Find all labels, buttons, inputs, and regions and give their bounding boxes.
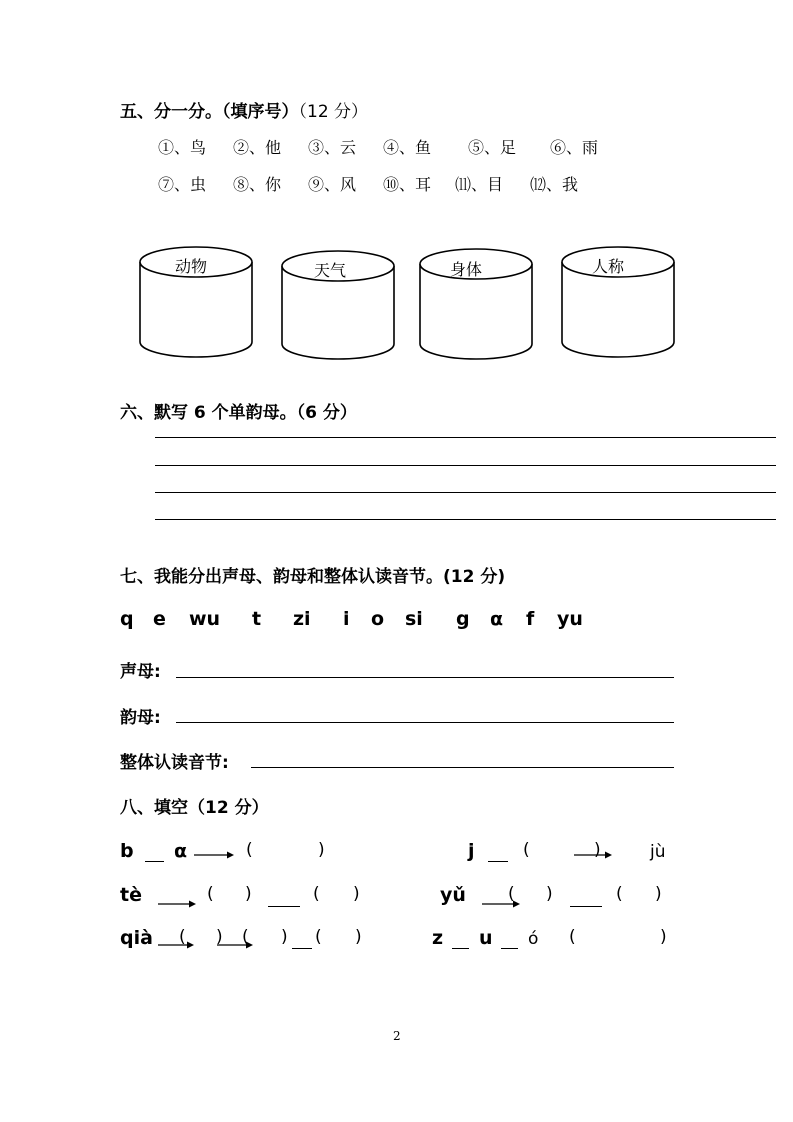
fill-paren-close: ) bbox=[281, 927, 288, 947]
fill-paren-close: ) bbox=[660, 927, 667, 947]
option-6: ⑥、雨 bbox=[550, 138, 599, 157]
fill-paren-open: ( bbox=[508, 884, 515, 904]
option-2: ②、他 bbox=[233, 138, 282, 157]
fill-u-label: u bbox=[479, 927, 493, 949]
arrow-icon bbox=[158, 940, 194, 950]
fill-b-label: b bbox=[120, 840, 134, 862]
answer-line-2[interactable] bbox=[155, 465, 776, 466]
answer-line-4[interactable] bbox=[155, 519, 776, 520]
arrow-icon bbox=[158, 899, 196, 909]
letter-f: f bbox=[526, 608, 535, 630]
fill-te-label: tè bbox=[120, 884, 142, 906]
option-1: ①、鸟 bbox=[158, 138, 207, 157]
fill-z-label: z bbox=[432, 927, 444, 949]
answer-line-1[interactable] bbox=[155, 437, 776, 438]
fill-te-blank[interactable] bbox=[268, 906, 300, 907]
bucket-label-animals: 动物 bbox=[175, 257, 208, 276]
bucket-label-weather: 天气 bbox=[314, 261, 347, 280]
option-3: ③、云 bbox=[308, 138, 357, 157]
fill-b-blank[interactable] bbox=[145, 861, 164, 862]
yunmu-label: 韵母: bbox=[120, 708, 161, 728]
section-5-score: （12 分） bbox=[298, 102, 369, 122]
letter-alpha: α bbox=[490, 608, 504, 630]
fill-qia-label: qià bbox=[120, 927, 153, 949]
fill-paren-close: ) bbox=[318, 840, 325, 860]
option-5: ⑤、足 bbox=[468, 138, 517, 157]
letter-yu: yu bbox=[557, 608, 583, 630]
zhengti-answer-line[interactable] bbox=[251, 767, 674, 768]
letter-e: e bbox=[153, 608, 166, 630]
fill-j-blank[interactable] bbox=[488, 861, 508, 862]
fill-paren-open: ( bbox=[569, 927, 576, 947]
shengmu-answer-line[interactable] bbox=[176, 677, 674, 678]
fill-yu-blank[interactable] bbox=[570, 906, 602, 907]
option-4: ④、鱼 bbox=[383, 138, 432, 157]
fill-alpha-label: α bbox=[174, 840, 188, 862]
bucket-label-pronouns: 人称 bbox=[592, 257, 625, 276]
option-12: ⑿、我 bbox=[530, 175, 579, 194]
page-number: 2 bbox=[393, 1029, 401, 1043]
fill-u-blank[interactable] bbox=[501, 948, 518, 949]
letter-g: g bbox=[456, 608, 470, 630]
zhengti-label: 整体认读音节: bbox=[120, 753, 229, 773]
fill-paren-open: ( bbox=[313, 884, 320, 904]
fill-paren-open: ( bbox=[207, 884, 214, 904]
letter-i: i bbox=[343, 608, 350, 630]
section-8-title: 八、填空（12 分） bbox=[120, 798, 269, 818]
bucket-label-body: 身体 bbox=[450, 260, 483, 279]
fill-paren-close: ) bbox=[355, 927, 362, 947]
fill-ju-label: jù bbox=[650, 842, 666, 862]
fill-paren-close: ) bbox=[655, 884, 662, 904]
fill-paren-open: ( bbox=[523, 840, 530, 860]
answer-line-3[interactable] bbox=[155, 492, 776, 493]
section-7-title: 七、我能分出声母、韵母和整体认读音节。(12 分) bbox=[120, 567, 506, 587]
fill-paren-close: ) bbox=[216, 927, 223, 947]
shengmu-label: 声母: bbox=[120, 662, 161, 682]
fill-paren-open: ( bbox=[246, 840, 253, 860]
option-10: ⑩、耳 bbox=[383, 175, 432, 194]
letter-wu: wu bbox=[189, 608, 221, 630]
arrow-icon bbox=[194, 850, 234, 860]
fill-paren-open: ( bbox=[242, 927, 249, 947]
fill-z-blank[interactable] bbox=[452, 948, 469, 949]
option-8: ⑧、你 bbox=[233, 175, 282, 194]
fill-paren-open: ( bbox=[315, 927, 322, 947]
letter-zi: zi bbox=[293, 608, 311, 630]
fill-qia-blank[interactable] bbox=[292, 948, 312, 949]
fill-paren-close: ) bbox=[245, 884, 252, 904]
yunmu-answer-line[interactable] bbox=[176, 722, 674, 723]
section-6-title: 六、默写 6 个单韵母。（6 分） bbox=[120, 403, 357, 423]
fill-paren-close: ) bbox=[353, 884, 360, 904]
fill-paren-close: ) bbox=[546, 884, 553, 904]
option-9: ⑨、风 bbox=[308, 175, 357, 194]
arrow-icon bbox=[574, 850, 612, 860]
fill-paren-open: ( bbox=[616, 884, 623, 904]
letter-si: si bbox=[405, 608, 423, 630]
fill-paren-open: ( bbox=[179, 927, 186, 947]
fill-yu-label: yǔ bbox=[440, 884, 466, 906]
section-5-title bbox=[120, 97, 368, 122]
fill-j-label: j bbox=[468, 840, 475, 862]
fill-paren-close: ) bbox=[594, 840, 601, 860]
option-7: ⑦、虫 bbox=[158, 175, 207, 194]
fill-o-label: ó bbox=[528, 929, 539, 949]
letter-o: o bbox=[371, 608, 385, 630]
letter-q: q bbox=[120, 608, 134, 630]
letter-t: t bbox=[252, 608, 262, 630]
option-11: ⑾、目 bbox=[455, 175, 504, 194]
section-5-heading: 五、分一分。（填序号） bbox=[120, 102, 299, 122]
